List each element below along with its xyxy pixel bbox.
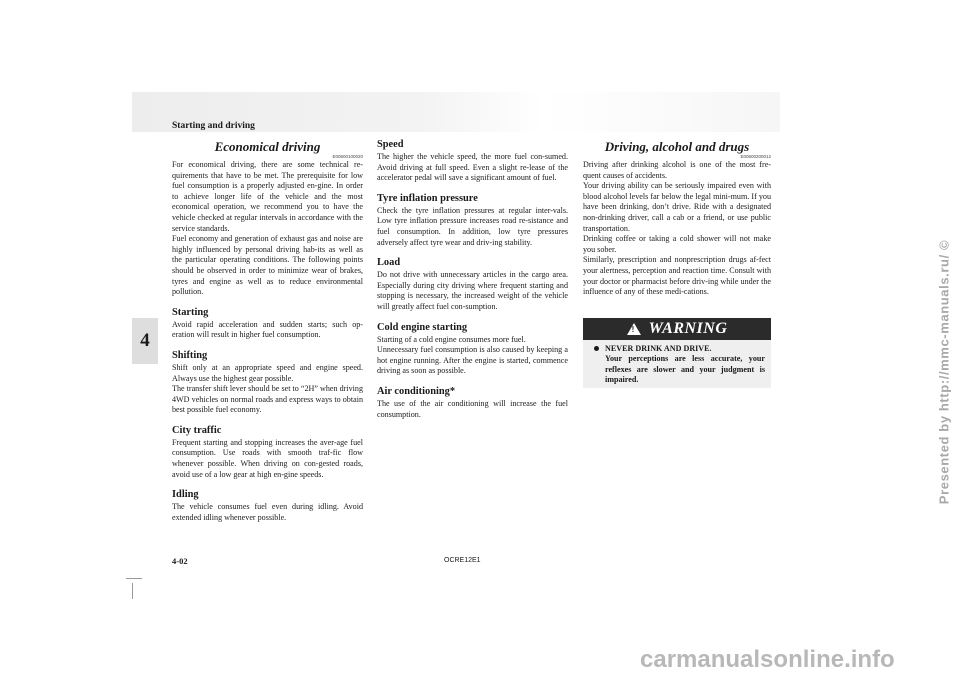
- page-number: 4-02: [172, 556, 188, 566]
- intro-paragraph: For economical driving, there are some technical re-quirements that have to be met. The prerequisite for low fuel consumption is a properly adjusted en-gine. In order to achieve longer life of the vehicle and the most economical operation, we recommend you to have the vehicle checked at regular intervals in accordance with the service standards.: [172, 160, 363, 233]
- warning-headline: NEVER DRINK AND DRIVE.: [605, 344, 712, 353]
- paragraph: Unnecessary fuel consumption is also caused by keeping a hot engine running. After the engine is started, commence driving as soon as possible.: [377, 345, 568, 376]
- chapter-number: 4: [140, 330, 150, 351]
- heading-air-conditioning: Air conditioning*: [377, 385, 456, 397]
- paragraph: Starting of a cold engine consumes more fuel.: [377, 334, 526, 344]
- heading-idling: Idling: [172, 489, 199, 501]
- warning-text: Your perceptions are less accurate, your reflexes are slower and your judgment is impaired.: [605, 354, 765, 385]
- heading-cold-engine: Cold engine starting: [377, 321, 468, 333]
- section-code: E00600200012: [740, 154, 771, 159]
- heading-city-traffic: City traffic: [172, 424, 222, 436]
- section-title: Starting and driving: [172, 121, 255, 131]
- warning-title: WARNING: [648, 320, 728, 337]
- warning-header: [583, 318, 771, 340]
- title-alcohol-drugs: Driving, alcohol and drugs: [604, 139, 750, 154]
- chapter-tab: [132, 318, 158, 364]
- section-code: E00600100020: [332, 154, 363, 159]
- paragraph: Similarly, prescription and nonprescription drugs af-fect your alertness, perception and reaction time. Consult with your doctor or pharmacist before driv-ing while under the influence of any of these medi-cations.: [583, 255, 771, 297]
- paragraph: Drinking coffee or taking a cold shower will not make you sober.: [583, 234, 771, 254]
- paragraph: Avoid rapid acceleration and sudden starts; such op-eration will result in higher fuel consumption.: [172, 319, 363, 340]
- bullet-icon: [594, 346, 599, 351]
- heading-speed: Speed: [377, 139, 404, 150]
- crop-mark: [132, 583, 133, 599]
- warning-box: [583, 318, 771, 388]
- paragraph: Do not drive with unnecessary articles in the cargo area. Especially during city driving where frequent starting and stopping is necessary, the increased weight of the vehicle will greatly affect fuel con-sumption.: [377, 270, 568, 311]
- column-economical-driving: [172, 139, 363, 523]
- paragraph: Shift only at an appropriate speed and engine speed. Always use the highest gear possible.: [172, 362, 363, 383]
- heading-starting: Starting: [172, 306, 209, 318]
- column-fuel-factors: [377, 139, 568, 420]
- crop-mark: [126, 578, 142, 579]
- paragraph: The transfer shift lever should be set to “2H” when driving 4WD vehicles on normal roads and express ways to obtain best possible fuel economy.: [172, 384, 363, 415]
- heading-shifting: Shifting: [172, 349, 208, 361]
- watermark-text: Presented by http://mmc-manuals.ru/ ©: [936, 239, 952, 505]
- document-code: OCRE12E1: [444, 557, 481, 564]
- site-brand: carmanualsonline.info: [640, 646, 895, 673]
- heading-tyre-pressure: Tyre inflation pressure: [377, 192, 478, 204]
- paragraph: The use of the air conditioning will increase the fuel consumption.: [377, 398, 568, 419]
- title-economical-driving: Economical driving: [214, 139, 321, 154]
- heading-load: Load: [377, 257, 401, 269]
- paragraph: Frequent starting and stopping increases the aver-age fuel consumption. Use roads with smooth traf-fic flow whenever possible. When driving on con-gested roads, avoid use of a low gear at high en-gine speeds.: [172, 437, 363, 479]
- column-alcohol-drugs: [583, 139, 771, 298]
- paragraph: Driving after drinking alcohol is one of the most fre-quent causes of accidents.: [583, 160, 771, 180]
- paragraph: The higher the vehicle speed, the more fuel con-sumed. Avoid driving at full speed. Even a slight re-lease of the accelerator pedal will save a significant amount of fuel.: [377, 152, 568, 183]
- header-band-fade: [544, 92, 780, 132]
- paragraph: The vehicle consumes fuel even during idling. Avoid extended idling whenever possible.: [172, 502, 363, 522]
- warning-triangle-icon: !: [627, 323, 641, 335]
- intro-paragraph: Fuel economy and generation of exhaust gas and noise are highly influenced by personal driving hab-its as well as the particular operating conditions. The following points should be observed in order to minimize wear of brakes, tyres and engine as well as to reduce environmental pollution.: [172, 234, 363, 297]
- warning-body: [583, 340, 771, 386]
- paragraph: Your driving ability can be seriously impaired even with blood alcohol levels far below the legal mini-mum. If you have been drinking, don’t drive. Ride with a designated non-drinking driver, call a cab or a friend, or use public transportation.: [583, 181, 771, 233]
- paragraph: Check the tyre inflation pressures at regular inter-vals. Low tyre inflation pressure increases road re-sistance and fuel consumption. In addition, low tyre pressures adversely affect tyre wear and driv-ing stability.: [377, 205, 568, 247]
